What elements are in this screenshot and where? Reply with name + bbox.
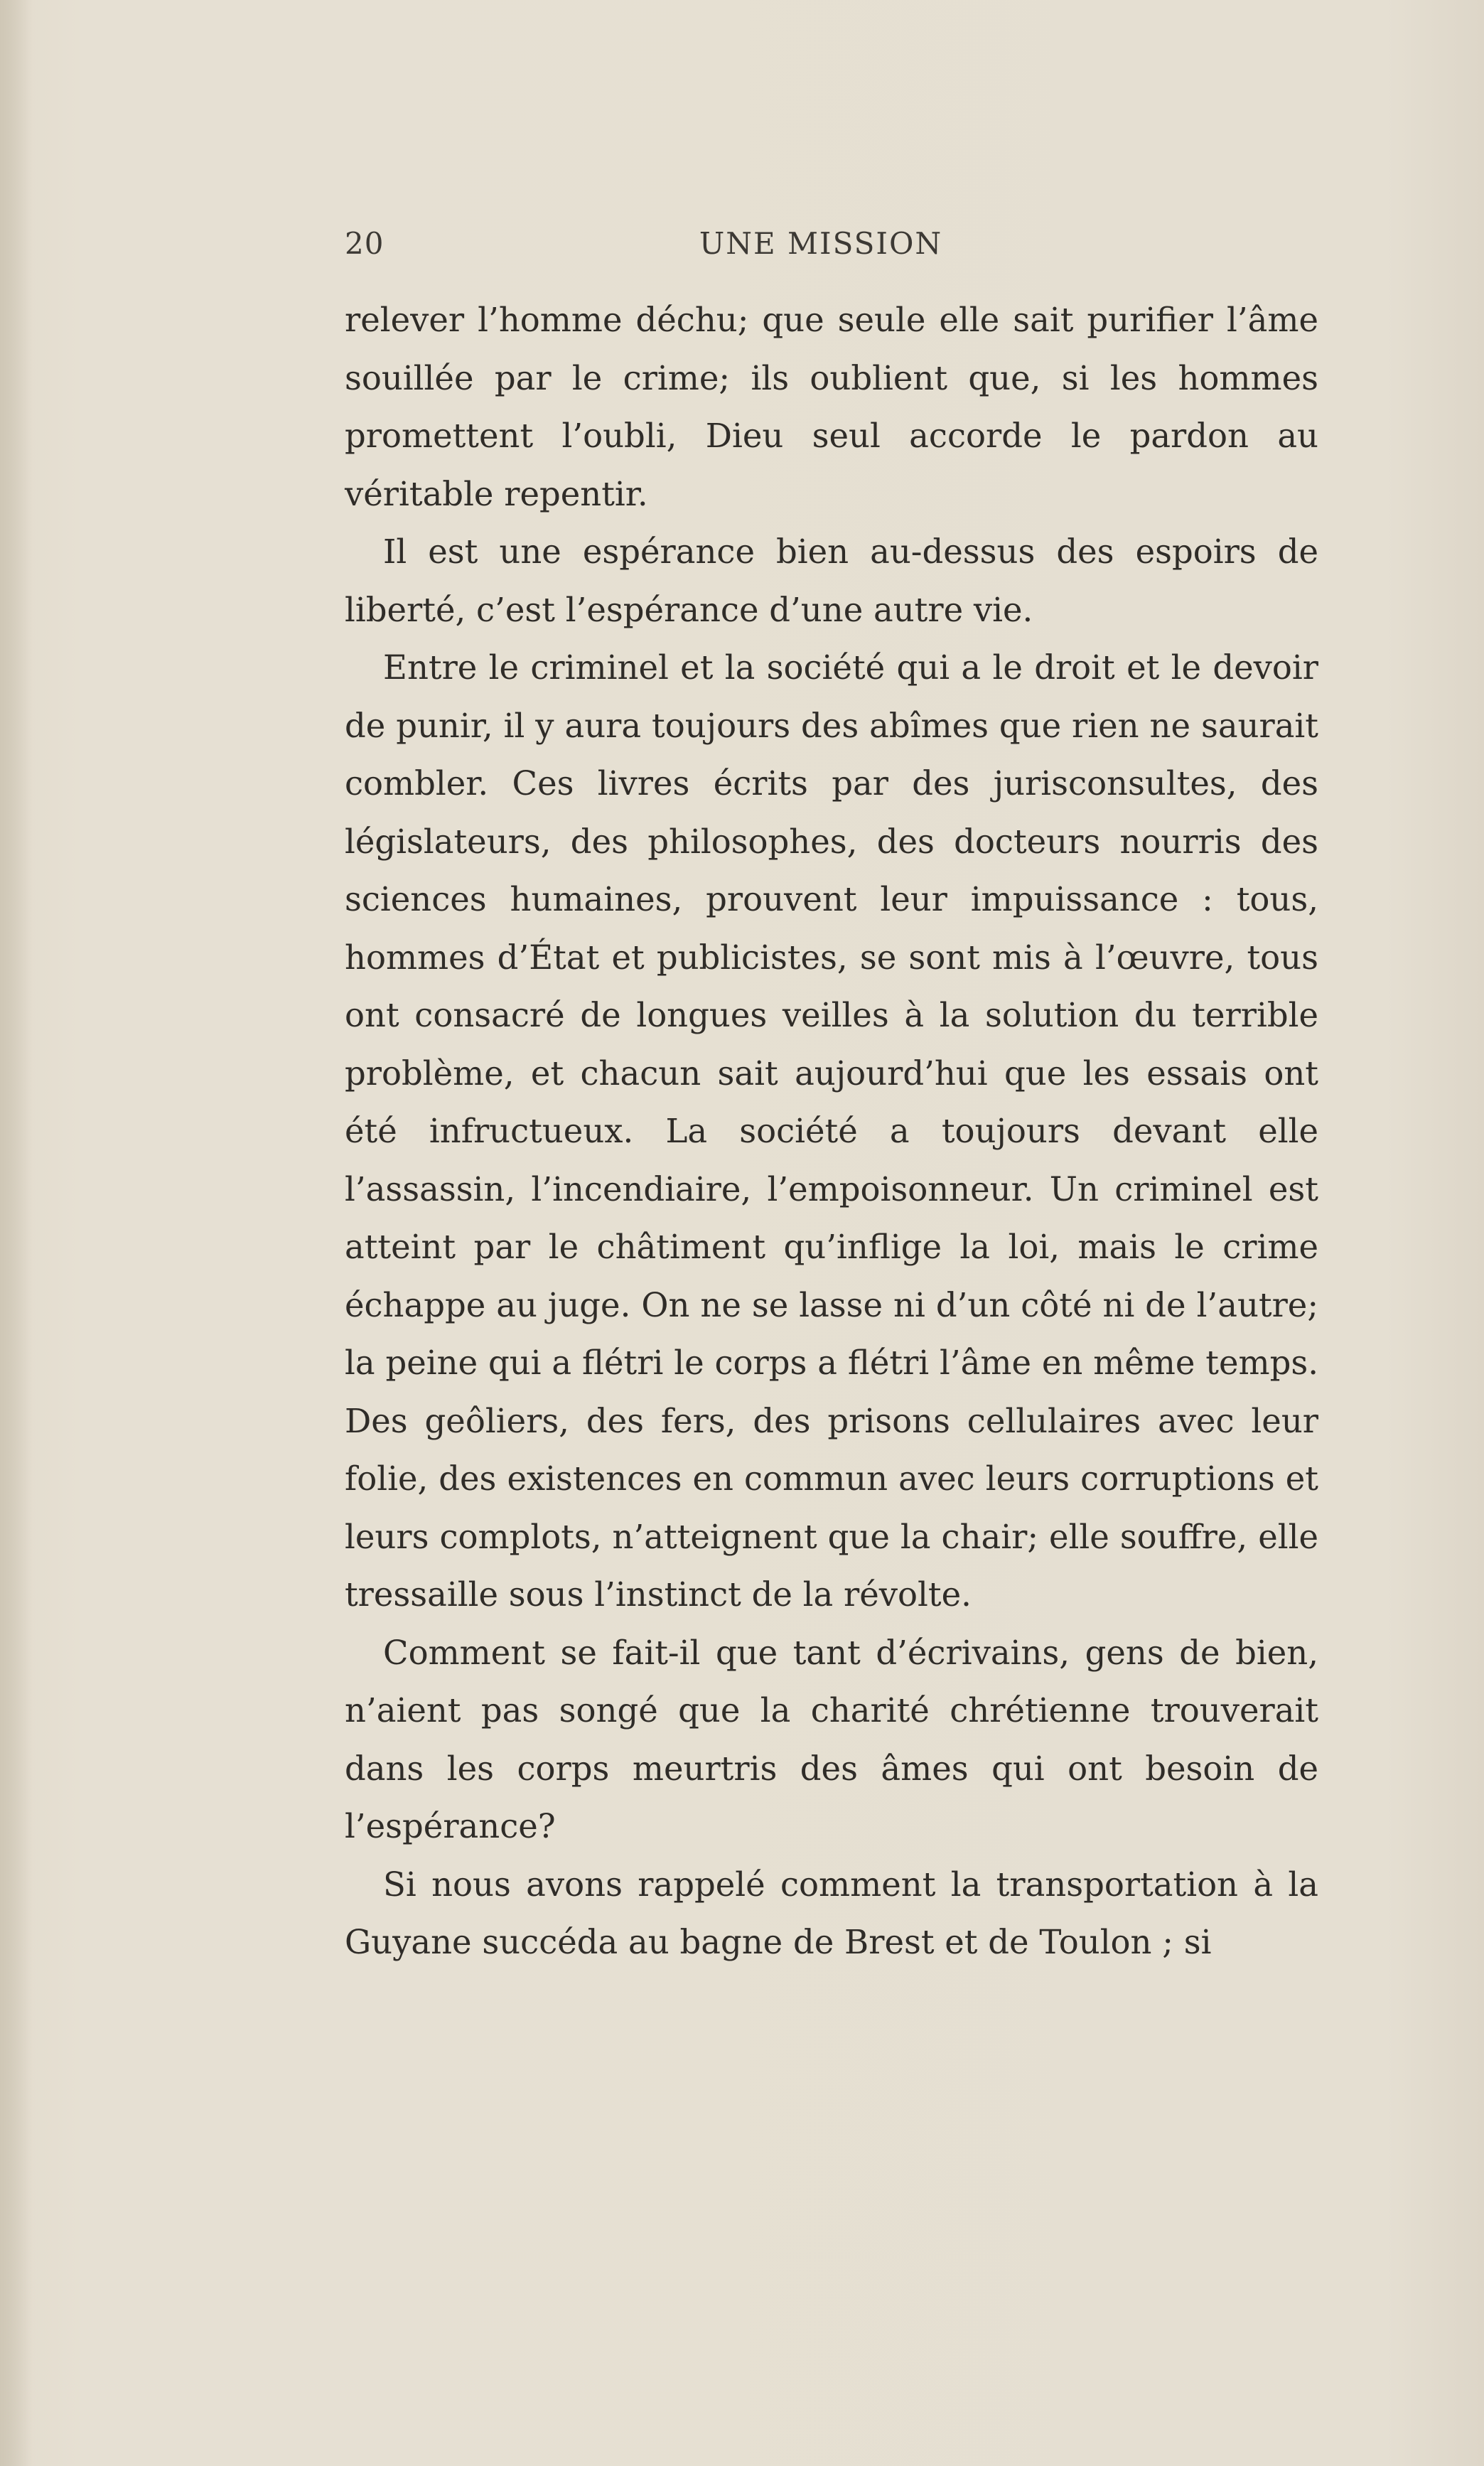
running-title: UNE MISSION bbox=[699, 226, 943, 261]
body-text bbox=[345, 291, 1318, 1972]
paragraph: Entre le criminel et la société qui a le droit et le devoir de punir, il y aura toujours des abîmes que rien ne saurait combler. Ces livres écrits par des jurisconsultes, des législateurs, des philosophes, des docteurs nourris des sciences humaines, prouvent leur impuissance : tous, hommes d’État et publicistes, se sont mis à l’œuvre, tous ont consacré de longues veilles à la solution du terrible problème, et chacun sait aujourd’hui que les essais ont été infructueux. La société a toujours devant elle l’assassin, l’incendiaire, l’empoisonneur. Un criminel est atteint par le châtiment qu’inflige la loi, mais le crime échappe au juge. On ne se lasse ni d’un côté ni de l’autre; la peine qui a flétri le corps a flétri l’âme en même temps. Des geôliers, des fers, des prisons cellulaires avec leur folie, des existences en commun avec leurs corruptions et leurs complots, n’atteignent que la chair; elle souffre, elle tressaille sous l’instinct de la révolte. bbox=[345, 648, 1318, 1614]
page-number: 20 bbox=[345, 226, 385, 261]
paragraph-continuation: relever l’homme déchu; que seule elle sait purifier l’âme souillée par le crime; ils oublient que, si les hommes promettent l’oubli, Dieu seul accorde le pardon au véritable repentir. bbox=[345, 301, 1318, 513]
page-header bbox=[345, 226, 1297, 276]
paragraph: Il est une espérance bien au-dessus des espoirs de liberté, c’est l’espérance d’une autre vie. bbox=[345, 532, 1318, 629]
paragraph: Comment se fait-il que tant d’écrivains, gens de bien, n’aient pas songé que la charité chrétienne trouverait dans les corps meurtris des âmes qui ont besoin de l’espérance? bbox=[345, 1633, 1318, 1845]
binding-shadow bbox=[0, 0, 33, 2466]
paragraph: Si nous avons rappelé comment la transportation à la Guyane succéda au bagne de Brest et de Toulon ; si bbox=[345, 1865, 1318, 1961]
